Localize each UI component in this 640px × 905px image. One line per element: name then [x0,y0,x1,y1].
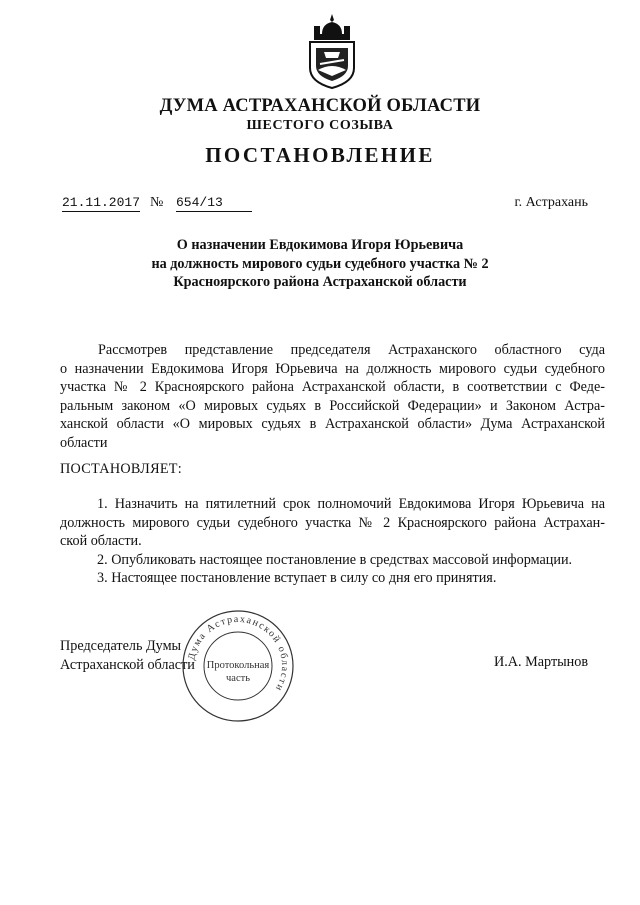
stamp-ring-text: Дума Астраханской области [186,613,291,694]
signatory-position [60,637,195,674]
position-line: Председатель Думы [60,638,182,654]
position-line: Астраханской области [60,656,195,673]
official-stamp [180,608,296,724]
decree-item-line: 2. Опубликовать настоящее постановление в средствах массовой информации. [97,551,573,568]
organization-name: ДУМА АСТРАХАНСКОЙ ОБЛАСТИ [159,96,481,116]
decree-item-line: должность мирового судьи судебного участка № 2 Красноярского района Астрахан- [60,514,605,531]
preamble-line: ханской области «О мировых судьях в Астраханской области» Дума Астраханской [60,416,605,432]
stamp-center-line: часть [226,673,250,684]
preamble-line: Рассмотрев представление председателя Астраханского областного суда [98,342,605,358]
title-line: Красноярского района Астраханской области [173,274,467,290]
document-number: 654/13 [176,195,252,212]
preamble-line: ральным законом «О мировых судьях в Российской Федерации» и Законом Астра- [60,397,605,414]
stamp-center-line: Протокольная [206,660,270,671]
decree-items [60,495,605,588]
decree-item-line: ской области. [60,533,142,549]
preamble-paragraph [60,341,605,452]
decree-item-line: 3. Настоящее постановление вступает в силу со дня его принятия. [97,570,497,586]
document-title [0,236,640,292]
document-date: 21.11.2017 [62,195,141,210]
convocation: ШЕСТОГО СОЗЫВА [246,118,394,133]
decree-word: ПОСТАНОВЛЯЕТ: [60,461,183,477]
preamble-line: участка № 2 Красноярского района Астраханской области, в соответствии с Феде- [60,379,605,395]
number-sign: № [150,195,164,210]
signatory-name: И.А. Мартынов [494,654,589,670]
title-line: О назначении Евдокимова Игоря Юрьевича [176,237,464,253]
title-line: на должность мирового судьи судебного участка № 2 [151,255,489,272]
preamble-line: области [60,434,108,451]
document-type: ПОСТАНОВЛЕНИЕ [205,143,435,167]
preamble-line: о назначении Евдокимова Игоря Юрьевича на должность мирового судьи судебного [60,360,605,377]
document-city: г. Астрахань [514,195,588,210]
astrakhan-coat-of-arms-icon [300,12,364,90]
decree-item-line: 1. Назначить на пятилетний срок полномочий Евдокимова Игоря Юрьевича на [97,496,605,512]
